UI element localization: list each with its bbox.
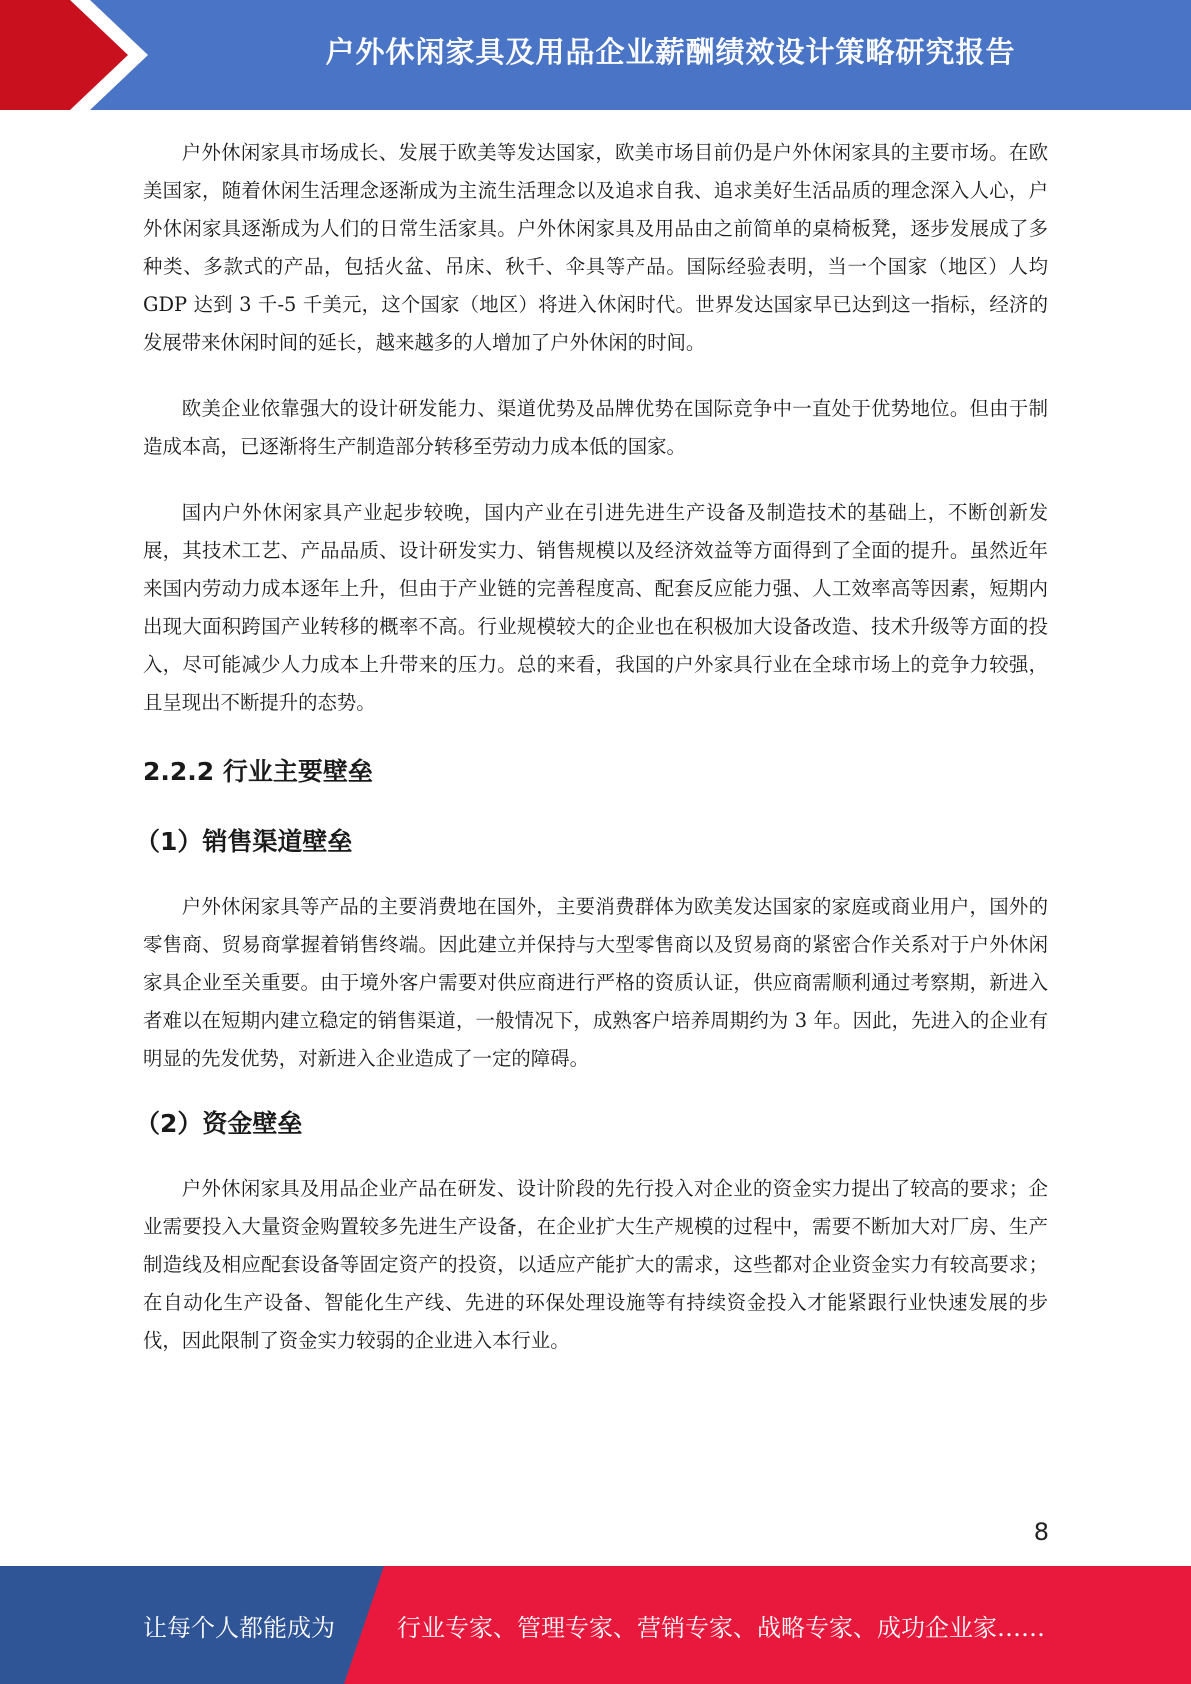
- footer-slogan-right: 行业专家、管理专家、营销专家、战略专家、成功企业家……: [397, 1613, 1045, 1642]
- page-footer: [0, 1566, 1191, 1684]
- subheading-sales-channel: （1）销售渠道壁垒: [135, 827, 353, 856]
- page-header: [0, 0, 1191, 110]
- paragraph-sales-channel: 户外休闲家具等产品的主要消费地在国外，主要消费群体为欧美发达国家的家庭或商业用户，国外的零售商、贸易商掌握着销售终端。因此建立并保持与大型零售商以及贸易商的紧密合作关系对于户外休闲家具企业至关重要。由于境外客户需要对供应商进行严格的资质认证，供应商需顺利通过考察期，新进入者难以在短期内建立稳定的销售渠道，一般情况下，成熟客户培养周期约为 3 年。因此，先进入的企业有明显的先发优势，对新进入企业造成了一定的障碍。: [143, 895, 1048, 1070]
- page-number: 8: [1033, 1518, 1049, 1546]
- footer-slogan-left: 让每个人都能成为: [143, 1613, 335, 1642]
- paragraph-domestic-industry: 国内户外休闲家具产业起步较晚，国内产业在引进先进生产设备及制造技术的基础上，不断创新发展，其技术工艺、产品品质、设计研发实力、销售规模以及经济效益等方面得到了全面的提升。虽然近年来国内劳动力成本逐年上升，但由于产业链的完善程度高、配套反应能力强、人工效率高等因素，短期内出现大面积跨国产业转移的概率不高。行业规模较大的企业也在积极加大设备改造、技术升级等方面的投入，尽可能减少人力成本上升带来的压力。总的来看，我国的户外家具行业在全球市场上的竞争力较强，且呈现出不断提升的态势。: [143, 501, 1048, 714]
- paragraph-capital: 户外休闲家具及用品企业产品在研发、设计阶段的先行投入对企业的资金实力提出了较高的要求；企业需要投入大量资金购置较多先进生产设备，在企业扩大生产规模的过程中，需要不断加大对厂房、生产制造线及相应配套设备等固定资产的投资，以适应产能扩大的需求，这些都对企业资金实力有较高要求；在自动化生产设备、智能化生产线、先进的环保处理设施等有持续资金投入才能紧跟行业快速发展的步伐，因此限制了资金实力较弱的企业进入本行业。: [143, 1177, 1048, 1352]
- paragraph-market-origin: 户外休闲家具市场成长、发展于欧美等发达国家，欧美市场目前仍是户外休闲家具的主要市场。在欧美国家，随着休闲生活理念逐渐成为主流生活理念以及追求自我、追求美好生活品质的理念深入人心，户外休闲家具逐渐成为人们的日常生活家具。户外休闲家具及用品由之前简单的桌椅板凳，逐步发展成了多种类、多款式的产品，包括火盆、吊床、秋千、伞具等产品。国际经验表明，当一个国家（地区）人均 GDP 达到 3 千-5 千美元，这个国家（地区）将进入休闲时代。世界发达国家早已达到这一指标，经济的发展带来休闲时间的延长，越来越多的人增加了户外休闲的时间。: [143, 141, 1048, 354]
- report-title: 户外休闲家具及用品企业薪酬绩效设计策略研究报告: [325, 34, 1016, 69]
- document-body: [135, 134, 1048, 1360]
- paragraph-western-enterprises: 欧美企业依靠强大的设计研发能力、渠道优势及品牌优势在国际竞争中一直处于优势地位。但由于制造成本高，已逐渐将生产制造部分转移至劳动力成本低的国家。: [143, 397, 1048, 458]
- subheading-capital: （2）资金壁垒: [135, 1109, 303, 1138]
- section-heading-barriers: 2.2.2 行业主要壁垒: [143, 757, 373, 786]
